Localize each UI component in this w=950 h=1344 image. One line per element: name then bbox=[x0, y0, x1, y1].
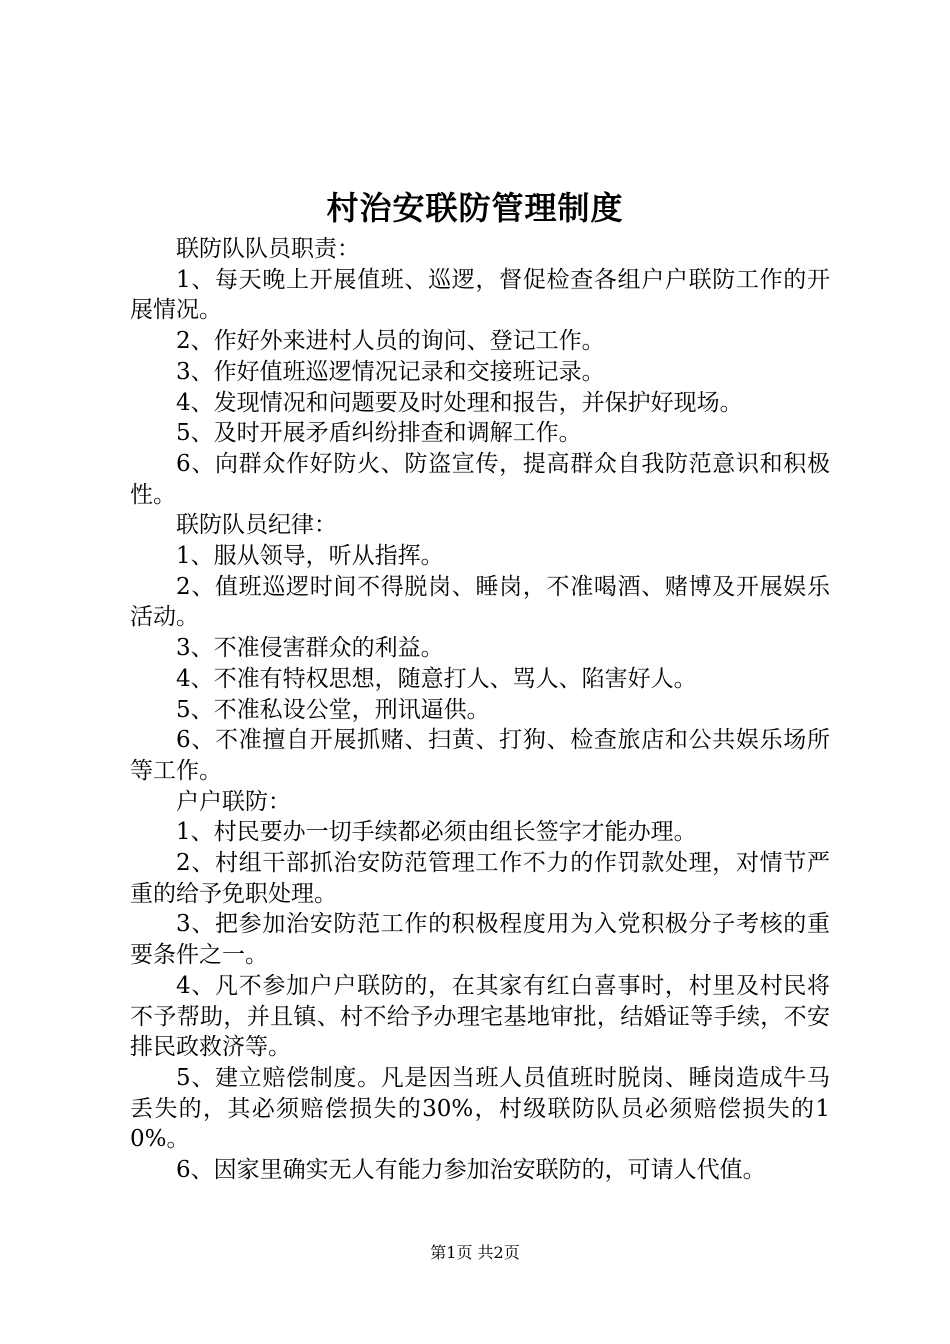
section-heading-duties: 联防队队员职责： bbox=[176, 236, 360, 262]
paragraph: 5、不准私设公堂，刑讯逼供。 bbox=[176, 696, 490, 723]
paragraph: 4、发现情况和问题要及时处理和报告，并保护好现场。 bbox=[176, 389, 743, 416]
paragraph: 6、向群众作好防火、防盗宣传，提高群众自我防范意识和积极性。 bbox=[130, 450, 830, 508]
paragraph: 6、不准擅自开展抓赌、扫黄、打狗、检查旅店和公共娱乐场所等工作。 bbox=[130, 727, 830, 784]
paragraph: 3、把参加治安防范工作的积极程度用为入党积极分子考核的重要条件之一。 bbox=[130, 911, 830, 969]
document-body bbox=[130, 234, 830, 1186]
paragraph: 5、建立赔偿制度。凡是因当班人员值班时脱岗、睡岗造成牛马丢失的，其必须赔偿损失的30%，村级联防队员必须赔偿损失的10%。 bbox=[130, 1064, 830, 1153]
document-title: 村治安联防管理制度 bbox=[326, 189, 624, 227]
paragraph: 1、村民要办一切手续都必须由组长签字才能办理。 bbox=[176, 819, 697, 846]
paragraph: 3、作好值班巡逻情况记录和交接班记录。 bbox=[176, 358, 605, 385]
paragraph: 1、每天晚上开展值班、巡逻，督促检查各组户户联防工作的开展情况。 bbox=[130, 266, 830, 324]
section-heading-household: 户户联防： bbox=[176, 788, 291, 815]
paragraph: 5、及时开展矛盾纠纷排查和调解工作。 bbox=[176, 420, 582, 447]
paragraph: 4、凡不参加户户联防的，在其家有红白喜事时，村里及村民将不予帮助，并且镇、村不给予办理宅基地审批，结婚证等手续，不安排民政救济等。 bbox=[130, 972, 830, 1061]
paragraph: 6、因家里确实无人有能力参加治安联防的，可请人代值。 bbox=[176, 1157, 766, 1184]
page-footer: 第1页 共2页 bbox=[430, 1243, 520, 1262]
paragraph: 3、不准侵害群众的利益。 bbox=[176, 635, 444, 662]
paragraph: 2、村组干部抓治安防范管理工作不力的作罚款处理，对情节严重的给予免职处理。 bbox=[130, 850, 830, 907]
paragraph: 2、值班巡逻时间不得脱岗、睡岗，不准喝酒、赌博及开展娱乐活动。 bbox=[130, 573, 830, 631]
paragraph: 4、不准有特权思想，随意打人、骂人、陷害好人。 bbox=[176, 665, 697, 692]
paragraph: 2、作好外来进村人员的询问、登记工作。 bbox=[176, 328, 605, 355]
section-heading-discipline: 联防队员纪律： bbox=[176, 512, 337, 539]
paragraph: 1、服从领导，听从指挥。 bbox=[176, 543, 444, 570]
